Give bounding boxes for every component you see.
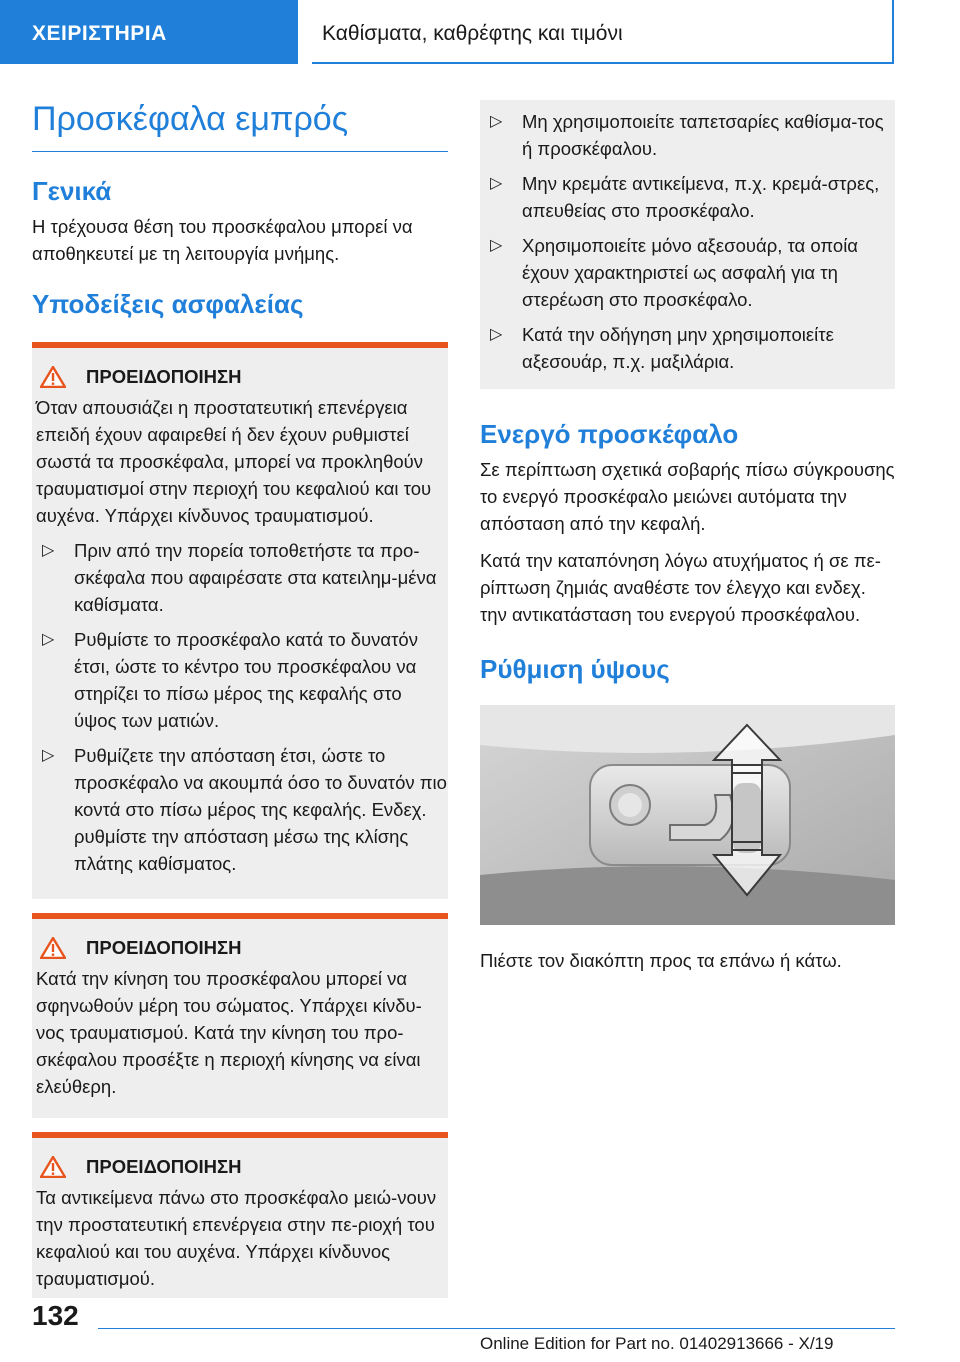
warning-3-text: Τα αντικείμενα πάνω στο προσκέφαλο μειώ-νουν την προστατευτική επενέργεια στην πε-ριοχή του κεφαλιού και του αυχένα. Υπάρχει κίνδυνος τραυματισμού. (36, 1187, 437, 1289)
safety-heading: Υποδείξεις ασφαλείας (32, 289, 304, 319)
list-item: ▷ Πριν από την πορεία τοποθετήστε τα προ-σκέφαλα που αφαιρέσατε στα κατειλημ-μένα καθίσματα. (32, 537, 448, 618)
active-headrest-text-1: Σε περίπτωση σχετικά σοβαρής πίσω σύγκρουσης το ενεργό προσκέφαλο μειώνει αυτόματα την απόσταση από την κεφαλή. (480, 459, 895, 534)
list-item: ▷ Ρυθμίζετε την απόσταση έτσι, ώστε το προσκέφαλο να ακουμπά όσο το δυνατόν πιο κοντά στο πίσω μέρος της κεφαλής. Ενδεχ. ρυθμίστε την απόσταση μέσω της κλίσης πλάτης καθίσματος. (32, 742, 448, 877)
list-item: ▷ Μην κρεμάτε αντικείμενα, π.χ. κρεμά-στρες, απευθείας στο προσκέφαλο. (480, 170, 895, 224)
triangle-bullet-icon: ▷ (490, 237, 503, 254)
section-title: ΧΕΙΡΙΣΤΗΡΙΑ (32, 22, 167, 45)
triangle-bullet-icon: ▷ (490, 113, 503, 130)
warning-label: ΠΡΟΕΙΔΟΠΟΙΗΣΗ (86, 937, 242, 958)
warning-box-3 (32, 1132, 448, 1298)
warning-triangle-icon (40, 1156, 66, 1178)
list-item: ▷ Χρησιμοποιείτε μόνο αξεσουάρ, τα οποία έχουν χαρακτηριστεί ως ασφαλή για τη στερέωση στο προσκέφαλο. (480, 232, 895, 313)
chapter-title: Καθίσματα, καθρέφτης και τιμόνι (322, 22, 623, 45)
warning-triangle-icon (40, 366, 66, 388)
height-adjust-heading: Ρύθμιση ύψους (480, 654, 670, 684)
page-title: Προσκέφαλα εμπρός (32, 100, 448, 152)
warning-box-1 (32, 342, 448, 899)
left-column (32, 100, 448, 1298)
warning-label: ΠΡΟΕΙΔΟΠΟΙΗΣΗ (86, 366, 242, 387)
list-item: ▷ Ρυθμίστε το προσκέφαλο κατά το δυνατόν έτσι, ώστε το κέντρο του προσκέφαλου να στηρίζει το πίσω μέρος της κεφαλής στο ύψος των ματιών. (32, 626, 448, 734)
triangle-bullet-icon: ▷ (42, 631, 55, 648)
photo-caption: Πιέστε τον διακόπτη προς τα επάνω ή κάτω. (480, 950, 842, 971)
seat-switch-photo (480, 705, 895, 925)
triangle-bullet-icon: ▷ (490, 326, 503, 343)
footer-divider (98, 1328, 895, 1329)
triangle-bullet-icon: ▷ (490, 175, 503, 192)
triangle-bullet-icon: ▷ (42, 542, 55, 559)
warning-1-list (32, 537, 448, 877)
active-headrest-text-2: Κατά την καταπόνηση λόγω ατυχήματος ή σε πε-ρίπτωση ζημιάς αναθέστε τον έλεγχο και ενδεχ. την αντικατάσταση του ενεργού προσκέφαλου. (480, 550, 881, 625)
list-item: ▷ Κατά την οδήγηση μην χρησιμοποιείτε αξεσουάρ, π.χ. μαξιλάρια. (480, 321, 895, 375)
general-heading: Γενικά (32, 176, 112, 206)
warning-triangle-icon (40, 937, 66, 959)
page-number: 132 (32, 1300, 79, 1331)
section-tab (0, 0, 298, 64)
triangle-bullet-icon: ▷ (42, 747, 55, 764)
list-item: ▷ Μη χρησιμοποιείτε ταπετσαρίες καθίσμα-τος ή προσκέφαλου. (480, 108, 895, 162)
general-text: Η τρέχουσα θέση του προσκέφαλου μπορεί να αποθηκευτεί με τη λειτουργία μνήμης. (32, 216, 413, 264)
chapter-tab (312, 0, 894, 64)
warning-2-text: Κατά την κίνηση του προσκέφαλου μπορεί να σφηνωθούν μέρη του σώματος. Υπάρχει κίνδυ-νος τραυματισμού. Κατά την κίνηση του προ-σκέφαλου προσέξτε η περιοχή κίνησης να είναι ελεύθερη. (36, 968, 422, 1097)
warning-1-text: Όταν απουσιάζει η προστατευτική επενέργεια επειδή έχουν αφαιρεθεί ή δεν έχουν ρυθμιστεί σωστά τα προσκέφαλα, μπορεί να προκληθούν τραυματισμοί στην περιοχή του κεφαλιού και του αυχένα. Υπάρχει κίνδυνος τραυματισμού. (36, 397, 432, 526)
active-headrest-heading: Ενεργό προσκέφαλο (480, 419, 739, 449)
warning-box-2 (32, 913, 448, 1118)
warning-label: ΠΡΟΕΙΔΟΠΟΙΗΣΗ (86, 1156, 242, 1177)
footer-edition: Online Edition for Part no. 01402913666 - X/19 (480, 1334, 834, 1353)
warning-continued-list (480, 108, 895, 375)
right-column (480, 100, 895, 974)
warning-continuation-box (480, 100, 895, 389)
